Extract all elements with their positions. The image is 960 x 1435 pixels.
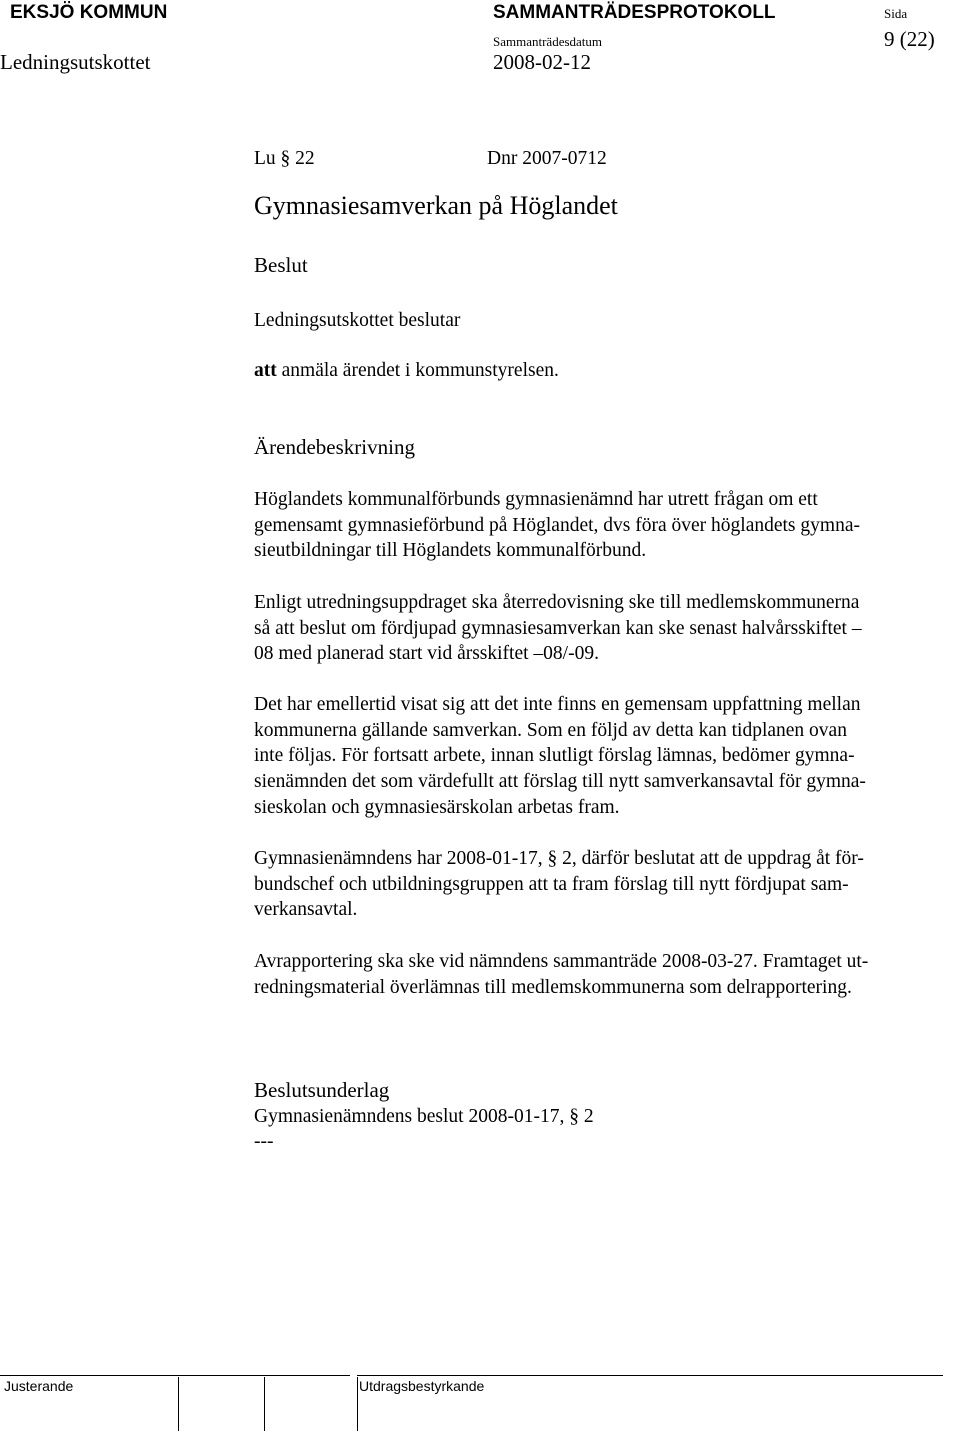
text-line: inte följas. För fortsatt arbete, innan slutligt förslag lämnas, bedömer gymna-	[254, 745, 855, 767]
text-line: Gymnasienämndens har 2008-01-17, § 2, därför beslutat att de uppdrag åt för-	[254, 848, 864, 869]
basis-heading: Beslutsunderlag	[254, 1078, 390, 1102]
signature-divider	[178, 1377, 179, 1431]
decision-statement: anmäla ärendet i kommunstyrelsen.	[281, 360, 559, 381]
end-mark: ---	[254, 1131, 274, 1152]
description-paragraph	[254, 949, 954, 1000]
decision-intro: Ledningsutskottet beslutar	[254, 310, 461, 331]
page-label: Sida	[884, 6, 908, 21]
text-line: så att beslut om fördjupad gymnasiesamverkan kan ske senast halvårsskiftet –	[254, 617, 862, 639]
document-type: SAMMANTRÄDESPROTOKOLL	[493, 2, 776, 23]
text-line: Det har emellertid visat sig att det inte finns en gemensam uppfattning mellan	[254, 694, 861, 715]
paragraph-reference: Lu § 22	[254, 148, 315, 169]
text-line: bundschef och utbildningsgruppen att ta fram förslag till nytt fördjupat sam-	[254, 873, 849, 895]
signature-divider	[357, 1377, 358, 1431]
meeting-date: 2008-02-12	[493, 50, 591, 74]
description-paragraph	[254, 846, 954, 923]
text-line: 08 med planerad start vid årsskiftet –08/-09.	[254, 643, 599, 665]
text-line: sienämnden det som värdefullt att förslag till nytt samverkansavtal för gymna-	[254, 771, 866, 793]
signature-divider	[264, 1377, 265, 1431]
text-line: Höglandets kommunalförbunds gymnasienämnd har utrett frågan om ett	[254, 489, 818, 510]
text-line: redningsmaterial överlämnas till medlemskommunerna som delrapportering.	[254, 976, 852, 998]
description-paragraph	[254, 590, 954, 667]
basis-item: Gymnasienämndens beslut 2008-01-17, § 2	[254, 1106, 594, 1127]
page-number: 9 (22)	[884, 27, 935, 51]
municipality-name: EKSJÖ KOMMUN	[10, 2, 168, 23]
decision-text	[254, 358, 559, 384]
att-keyword: att	[254, 360, 277, 381]
text-line: Avrapportering ska ske vid nämndens sammanträde 2008-03-27. Framtaget ut-	[254, 951, 869, 972]
text-line: kommunerna gällande samverkan. Som en följd av detta kan tidplanen ovan	[254, 719, 847, 741]
text-line: gemensamt gymnasieförbund på Höglandet, dvs föra över höglandets gymna-	[254, 514, 860, 536]
description-heading: Ärendebeskrivning	[254, 435, 415, 459]
text-line: verkansavtal.	[254, 899, 358, 921]
description-paragraph	[254, 487, 954, 564]
diary-number: Dnr 2007-0712	[487, 148, 607, 169]
text-line: sieutbildningar till Höglandets kommunalförbund.	[254, 540, 647, 562]
meeting-date-label: Sammanträdesdatum	[493, 34, 603, 49]
text-line: Enligt utredningsuppdraget ska återredovisning ske till medlemskommunerna	[254, 592, 860, 613]
item-title: Gymnasiesamverkan på Höglandet	[254, 191, 618, 220]
committee-name: Ledningsutskottet	[0, 50, 151, 74]
footer-rule-right	[357, 1375, 943, 1376]
utdragsbestyrkande-label: Utdragsbestyrkande	[359, 1378, 485, 1394]
decision-heading: Beslut	[254, 253, 308, 277]
justerande-label: Justerande	[4, 1378, 74, 1394]
footer-rule-left	[0, 1375, 350, 1376]
description-paragraph	[254, 692, 954, 821]
text-line: sieskolan och gymnasiesärskolan arbetas fram.	[254, 796, 620, 818]
